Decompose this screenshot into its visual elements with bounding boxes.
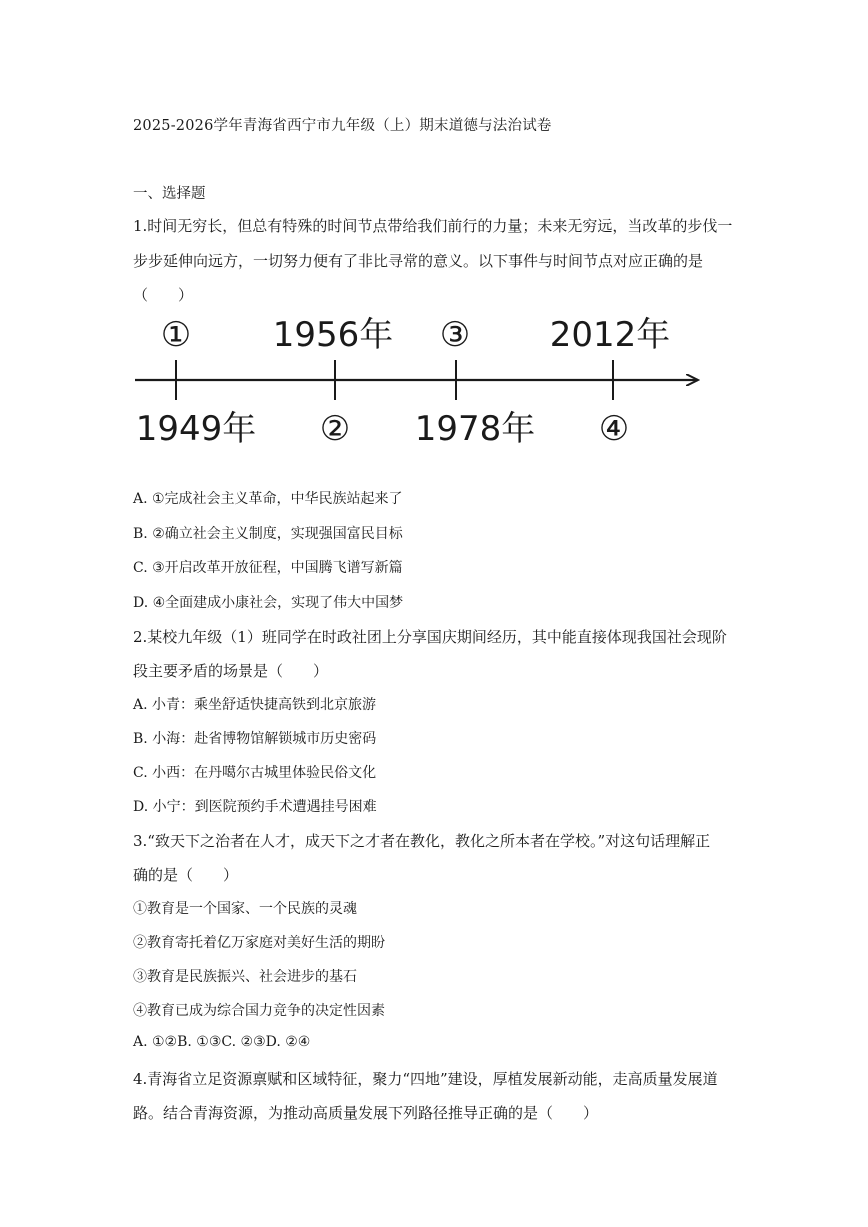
q1-option-a: A. ①完成社会主义革命，中华民族站起来了 bbox=[133, 491, 403, 507]
q1-option-c: C. ③开启改革开放征程，中国腾飞谱写新篇 bbox=[133, 560, 403, 576]
q3-statement-3: ③教育是民族振兴、社会进步的基石 bbox=[133, 969, 357, 985]
timeline-bottom-label-2: ② bbox=[319, 409, 351, 449]
q2-stem-line-1: 2.某校九年级（1）班同学在时政社团上分享国庆期间经历，其中能直接体现我国社会现阶 bbox=[133, 628, 727, 646]
timeline-top-label-3: ③ bbox=[439, 315, 471, 355]
q3-statement-1: ①教育是一个国家、一个民族的灵魂 bbox=[133, 901, 357, 917]
timeline-bottom-label-4: ④ bbox=[598, 409, 630, 449]
section-heading: 一、选择题 bbox=[133, 186, 206, 202]
q3-statement-4: ④教育已成为综合国力竞争的决定性因素 bbox=[133, 1003, 385, 1019]
q1-stem-line-2: 步步延伸向远方，一切努力便有了非比寻常的意义。以下事件与时间节点对应正确的是 bbox=[133, 252, 704, 270]
q3-answer-options: A. ①②B. ①③C. ②③D. ②④ bbox=[133, 1034, 311, 1050]
q2-option-b: B. 小海：赴省博物馆解锁城市历史密码 bbox=[133, 731, 377, 747]
q2-option-d: D. 小宁：到医院预约手术遭遇挂号困难 bbox=[133, 799, 377, 815]
timeline-top-label-2: 1956年 bbox=[272, 315, 394, 355]
q1-stem-line-3: （ ） bbox=[133, 286, 194, 304]
exam-title: 2025-2026学年青海省西宁市九年级（上）期末道德与法治试卷 bbox=[133, 118, 552, 134]
timeline-figure bbox=[130, 308, 710, 458]
q2-option-a: A. 小青：乘坐舒适快捷高铁到北京旅游 bbox=[133, 697, 377, 713]
q1-option-b: B. ②确立社会主义制度，实现强国富民目标 bbox=[133, 526, 403, 542]
q3-statement-2: ②教育寄托着亿万家庭对美好生活的期盼 bbox=[133, 935, 385, 951]
timeline-bottom-label-1: 1949年 bbox=[135, 409, 257, 449]
q4-stem-line-2: 路。结合青海资源，为推动高质量发展下列路径推导正确的是（ ） bbox=[133, 1104, 599, 1122]
timeline-top-label-4: 2012年 bbox=[549, 315, 671, 355]
q2-option-c: C. 小西：在丹噶尔古城里体验民俗文化 bbox=[133, 765, 377, 781]
timeline-bottom-label-3: 1978年 bbox=[414, 409, 536, 449]
q4-stem-line-1: 4.青海省立足资源禀赋和区域特征，聚力“四地”建设，厚植发展新动能，走高质量发展道 bbox=[133, 1070, 718, 1088]
q3-stem-line-2: 确的是（ ） bbox=[133, 866, 239, 884]
q3-stem-line-1: 3.“致天下之治者在人才，成天下之才者在教化，教化之所本者在学校。”对这句话理解正 bbox=[133, 832, 711, 850]
timeline-top-label-1: ① bbox=[160, 315, 192, 355]
q1-option-d: D. ④全面建成小康社会，实现了伟大中国梦 bbox=[133, 595, 404, 611]
q1-stem-line-1: 1.时间无穷长，但总有特殊的时间节点带给我们前行的力量；未来无穷远，当改革的步伐一 bbox=[133, 217, 733, 235]
q2-stem-line-2: 段主要矛盾的场景是（ ） bbox=[133, 662, 329, 680]
